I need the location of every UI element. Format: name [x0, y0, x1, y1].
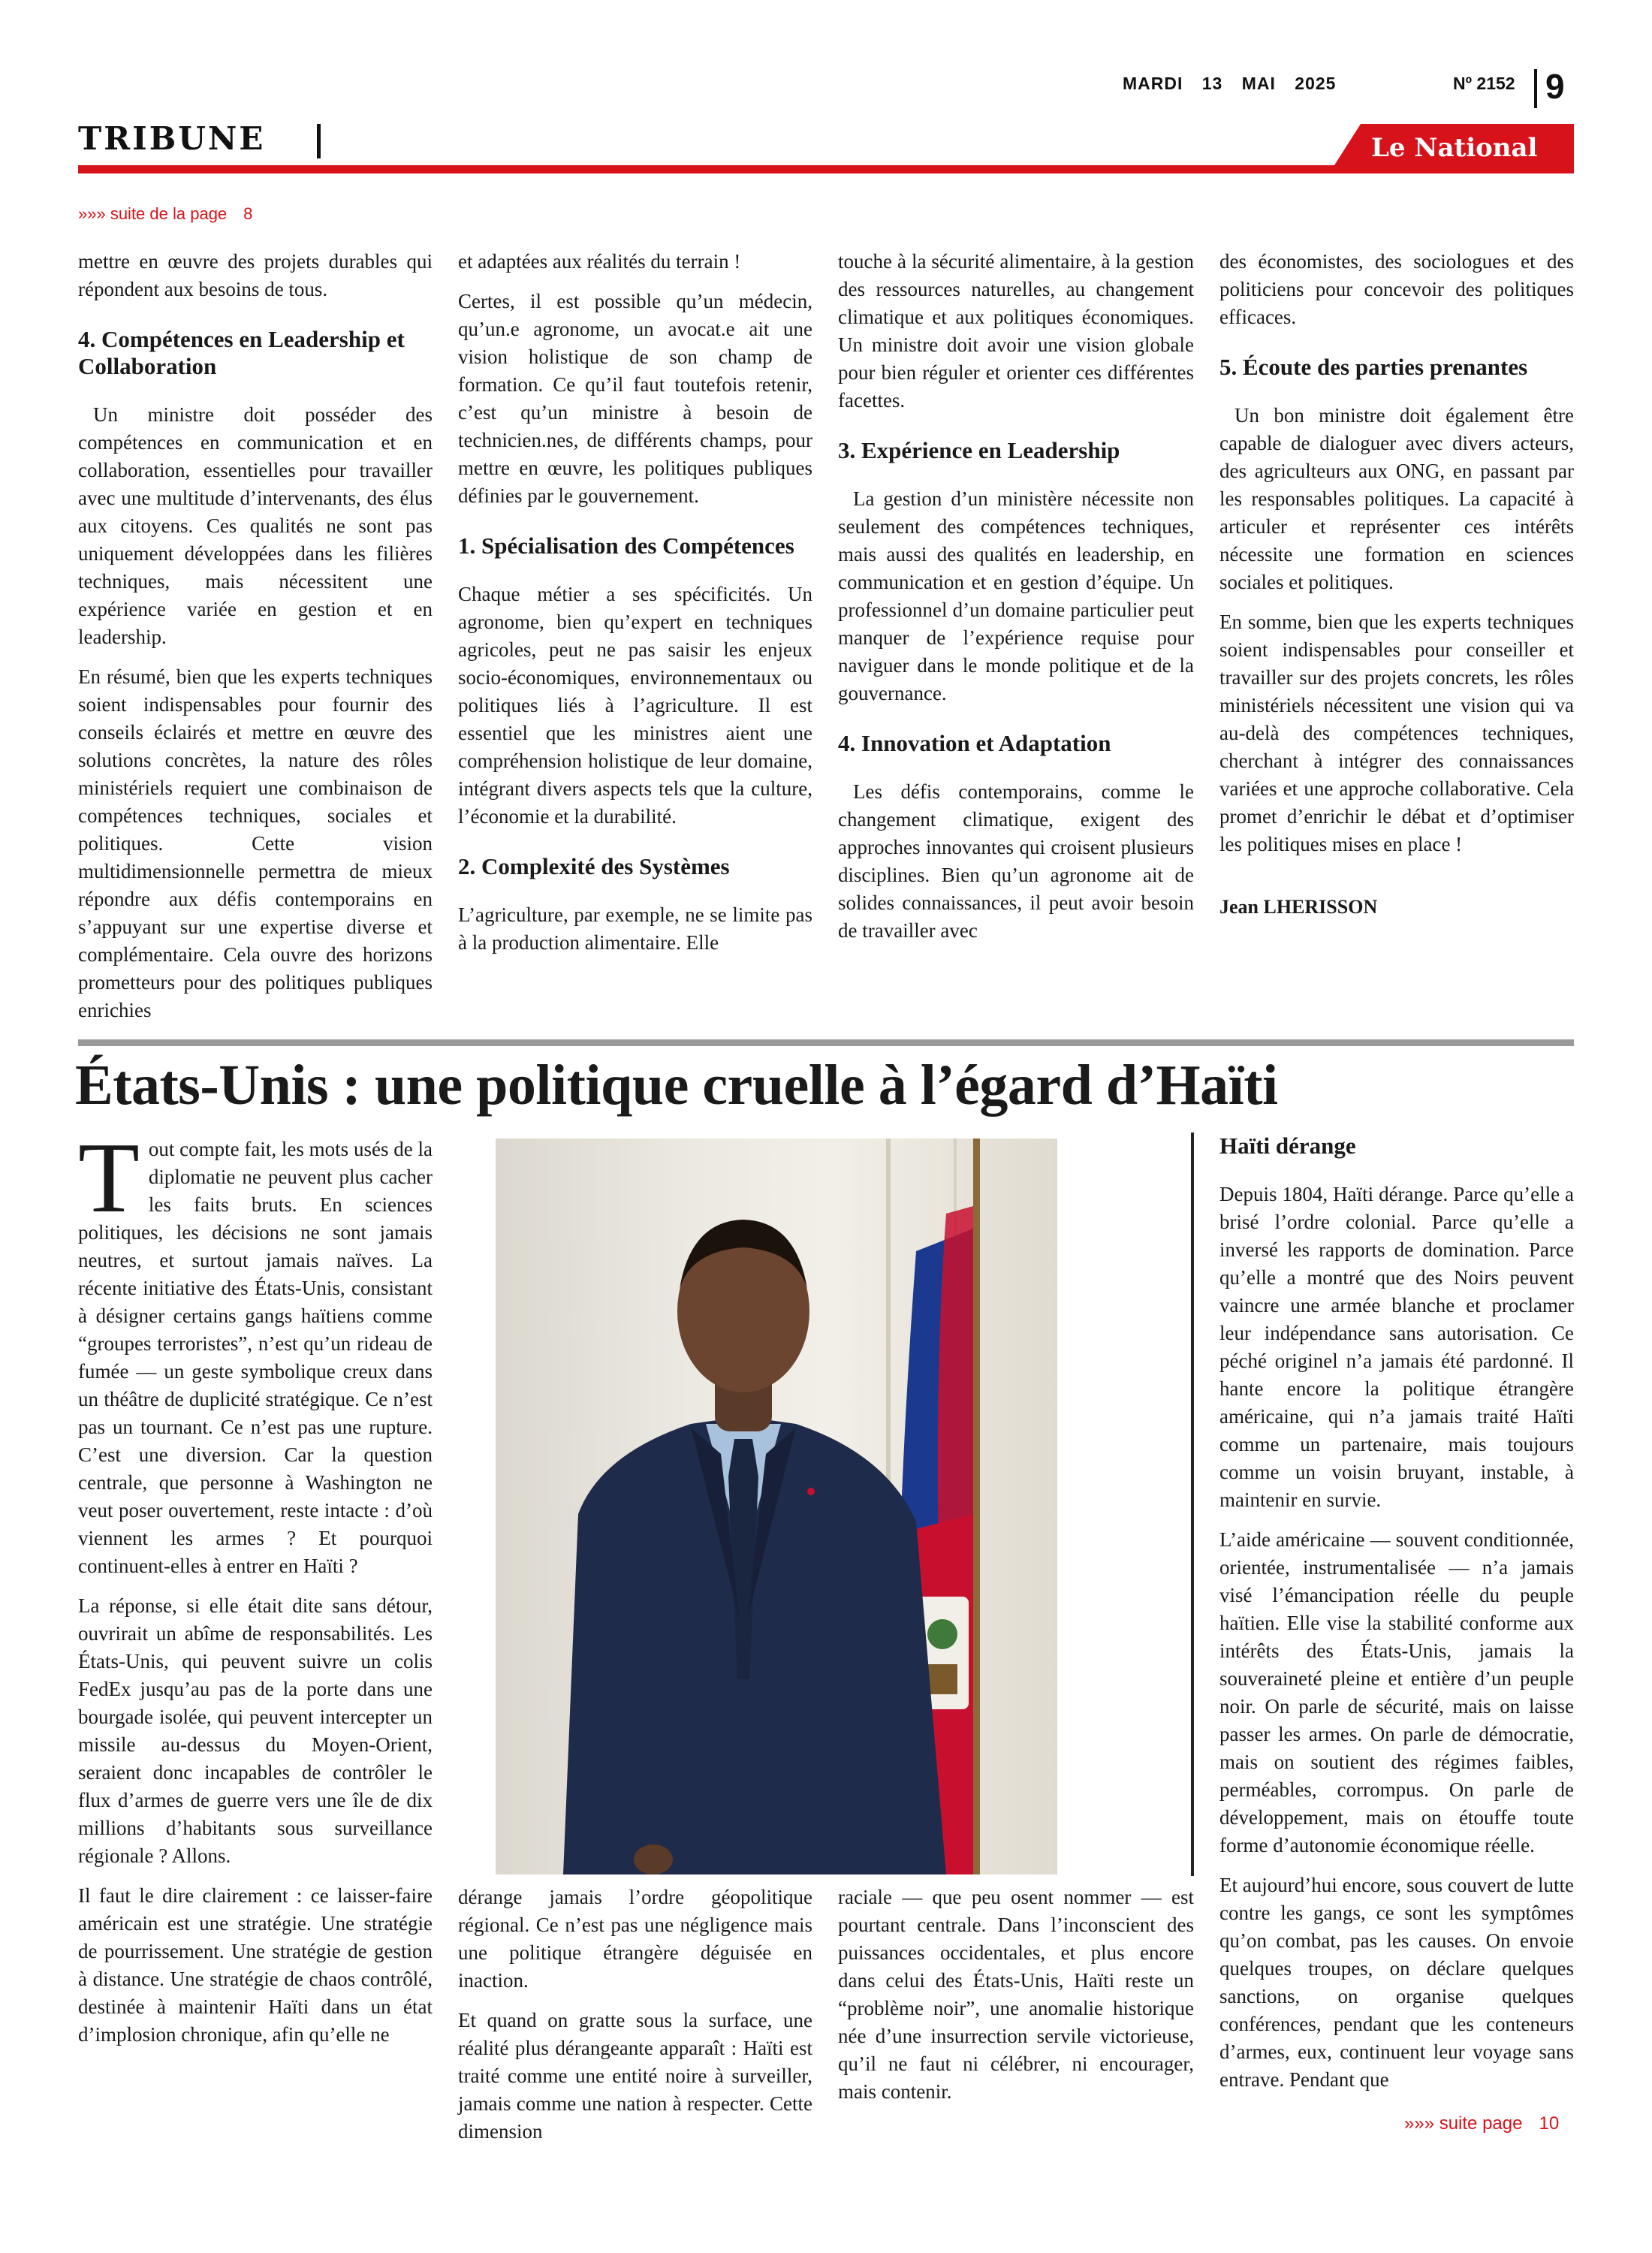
paragraph: et adaptées aux réalités du terrain ! — [458, 250, 741, 273]
continued-to-page: 10 — [1539, 2113, 1560, 2134]
top-article-column-2 — [458, 248, 812, 969]
paragraph: Et aujourd’hui encore, sous couvert de lutte contre les gangs, ce sont les symptômes qu’on combat, pas les causes. On envoie quelques troupes, on déclare quelques sanctions, on organise quelques conférences, pendant que les conteneurs d’armes, eux, continuent leur voyage sans entrave. Pendant que — [1219, 1874, 1574, 2091]
subheading: 5. Écoute des parties prenantes — [1219, 354, 1528, 380]
paragraph: des économistes, des sociologues et des politiciens pour concevoir des politiques efficaces. — [1219, 250, 1574, 328]
top-article-column-4 — [1219, 248, 1574, 933]
issue-date: MARDI 13 MAI 2025 — [1123, 74, 1337, 93]
main-headline: États-Unis : une politique cruelle à l’égard d’Haïti — [75, 1054, 1278, 1117]
continued-from — [78, 204, 252, 224]
article-separator — [78, 1039, 1574, 1046]
paragraph: dérange jamais l’ordre géopolitique régional. Ce n’est pas une négligence mais une politique étrangère déguisée en inaction. — [458, 1886, 812, 1992]
main-article-column-1 — [78, 1122, 433, 2061]
paragraph: Les défis contemporains, comme le changement climatique, exigent des approches innovantes qui croisent plusieurs disciplines. Bien qu’un agronome ait de solides connaissances, il peut avoir besoin de travailler avec — [838, 780, 1194, 942]
paragraph: L’aide américaine — souvent conditionnée, orientée, instrumentalisée — n’a jamais visé l’émancipation réelle du peuple haïtien. Elle vise la stabilité conforme aux intérêts des États-Unis, jamais la souveraineté pleine et entière d’un peuple noir. On parle de sécurité, mais on laisse passer les armes. On parle de démocratie, mais on soutient des régimes faibles, perméables, corrompus. On parle de développement, mais on étouffe toute forme d’autonomie économique réelle. — [1219, 1528, 1574, 1856]
paragraph: La réponse, si elle était dite sans détour, ouvrirait un abîme de responsabilités. Les États-Unis, qui peuvent suivre un colis FedEx jusqu’au pas de la porte dans une bourgade isolée, qui peuvent intercepter un missile au-dessus du Moyen-Orient, seraient donc incapables de contrôler le flux d’armes de guerre vers une île de dix millions d’habitants sous surveillance régionale ? Allons. — [78, 1594, 433, 1867]
portrait-illustration — [496, 1139, 1057, 1874]
author-signature: Jean LHERISSON — [1219, 896, 1378, 918]
paragraph: Chaque métier a ses spécificités. Un agronome, bien qu’expert en techniques agricoles, peut ne pas saisir les enjeux socio-économiques, environnementaux ou politiques liés à l’agriculture. Il est essentiel que les ministres aient une compréhension holistique de leur domaine, intégrant divers aspects tels que la culture, l’économie et la durabilité. — [458, 583, 812, 828]
continued-from-page: 8 — [243, 204, 253, 223]
section-label: TRIBUNE — [78, 120, 266, 157]
top-article-column-1 — [78, 248, 433, 1036]
main-article-column-3 — [838, 1884, 1194, 2118]
subheading: 3. Expérience en Leadership — [838, 437, 1120, 463]
paragraph: Un bon ministre doit également être capable de dialoguer avec divers acteurs, des agriculteurs aux ONG, en passant par les responsables politiques. La capacité à articuler et représenter ces intérêts nécessite une formation en sciences sociales et politiques. — [1219, 404, 1574, 593]
subheading: 1. Spécialisation des Compétences — [458, 532, 794, 559]
subheading: 4. Compétences en Leadership et Collaboration — [78, 326, 405, 379]
header-divider — [1534, 69, 1537, 108]
subheading: 2. Complexité des Systèmes — [458, 853, 730, 879]
paragraph: out compte fait, les mots usés de la diplomatie ne peuvent plus cacher les faits bruts. En sciences politiques, les décisions ne sont jamais neutres, et surtout jamais naïves. La récente initiative des États-Unis, consistant à désigner certains gangs haïtiens comme “groupes terroristes”, n’est qu’un rideau de fumée — un geste symbolique creux dans un théâtre de duplicité stratégique. Ce n’est pas un tournant. Ce n’est pas une rupture. C’est une diversion. Car la question centrale, que personne à Washington ne veut poser ouvertement, reste intacte : d’où viennent les armes ? Et pourquoi continuent-elles à entrer en Haïti ? — [78, 1138, 433, 1577]
subheading: Haïti dérange — [1219, 1133, 1356, 1159]
section-divider — [317, 124, 321, 158]
drop-cap: T — [78, 1122, 140, 1233]
paragraph: En somme, bien que les experts techniques soient indispensables pour conseiller et travailler sur des projets concrets, les rôles ministériels nécessitent une vision qui va au-delà des compétences techniques, cherchant à intégrer des connaissances variées et une approche collaborative. Cela promet d’enrichir le débat et d’optimiser les politiques mises en place ! — [1219, 611, 1574, 855]
paragraph: La gestion d’un ministère nécessite non seulement des compétences techniques, mais aussi des qualités en leadership, en communication et en gestion d’équipe. Un professionnel d’un domaine particulier peut manquer de l’expérience requise pour naviguer dans le monde politique et de la gouvernance. — [838, 487, 1194, 704]
paragraph: Et quand on gratte sous la surface, une réalité plus dérangeante apparaît : Haïti est traité comme une entité noire à surveiller, jamais comme une nation à respecter. Cette dimension — [458, 2009, 812, 2143]
paragraph: raciale — que peu osent nommer — est pourtant centrale. Dans l’inconscient des puissances occidentales, et plus encore dans celui des États-Unis, Haïti reste un “problème noir”, une anomalie historique née d’une insurrection servile victorieuse, qu’il ne faut ni célébrer, ni encourager, mais contenir. — [838, 1886, 1194, 2103]
paragraph: Certes, il est possible qu’un médecin, qu’un.e agronome, un avocat.e ait une vision holistique de son champ de formation. Ce qu’il faut toutefois retenir, c’est qu’un ministre à besoin de technicien.nes, de différents champs, pour mettre en œuvre, les politiques publiques définies par le gouvernement. — [458, 290, 812, 507]
paragraph: touche à la sécurité alimentaire, à la gestion des ressources naturelles, au changement climatique et aux politiques économiques. Un ministre doit avoir une vision globale pour bien réguler et orienter ces différentes facettes. — [838, 250, 1194, 412]
main-article-column-2 — [458, 1884, 812, 2158]
issue-number: Nº 2152 — [1453, 74, 1515, 93]
brand-name: Le National — [1371, 133, 1538, 163]
continued-from-label: »»» suite de la page — [78, 204, 228, 223]
page-number: 9 — [1545, 67, 1565, 106]
top-article-column-3 — [838, 248, 1194, 957]
paragraph: Il faut le dire clairement : ce laisser-faire américain est une stratégie. Une stratégie de pourrissement. Une stratégie de gestion à distance. Une stratégie de chaos contrôlé, destinée à maintenir Haïti dans un état d’implosion chronique, afin qu’elle ne — [78, 1884, 433, 2046]
continued-to — [1404, 2113, 1559, 2134]
sidebar-divider — [1191, 1133, 1194, 1876]
portrait-photo — [496, 1139, 1057, 1874]
paragraph: Depuis 1804, Haïti dérange. Parce qu’elle a brisé l’ordre colonial. Parce qu’elle a inversé les rapports de domination. Parce qu’elle a montré que des Noirs peuvent vaincre une armée blanche et proclamer leur indépendance sans autorisation. Ce péché originel n’a jamais été pardonné. Il hante encore la politique étrangère américaine, qui n’a jamais traité Haïti comme un partenaire, mais toujours comme un voisin bruyant, instable, à maintenir en survie. — [1219, 1183, 1574, 1511]
paragraph: L’agriculture, par exemple, ne se limite pas à la production alimentaire. Elle — [458, 903, 812, 954]
subheading: 4. Innovation et Adaptation — [838, 730, 1111, 756]
main-article-column-4 — [1219, 1133, 1574, 2106]
continued-to-label: »»» suite page — [1404, 2113, 1523, 2134]
paragraph: Un ministre doit posséder des compétences en communication et en collaboration, essentielles pour travailler avec une multitude d’intervenants, des élus aux citoyens. Ces qualités ne sont pas uniquement développées dans les filières techniques, mais nécessitent une expérience variée en gestion et en leadership. — [78, 403, 433, 648]
main-article-column-1-body — [78, 1122, 433, 2049]
paragraph: mettre en œuvre des projets durables qui répondent aux besoins de tous. — [78, 250, 433, 300]
paragraph: En résumé, bien que les experts techniques soient indispensables pour fournir des conseils éclairés et mettre en œuvre des solutions concrètes, la nature des rôles ministériels requiert une combinaison de compétences techniques, sociales et politiques. Cette vision multidimensionnelle permettra de mieux répondre aux défis contemporains en s’appuyant sur une expertise diverse et complémentaire. Cela ouvre des horizons prometteurs pour des politiques publiques enrichies — [78, 665, 433, 1021]
